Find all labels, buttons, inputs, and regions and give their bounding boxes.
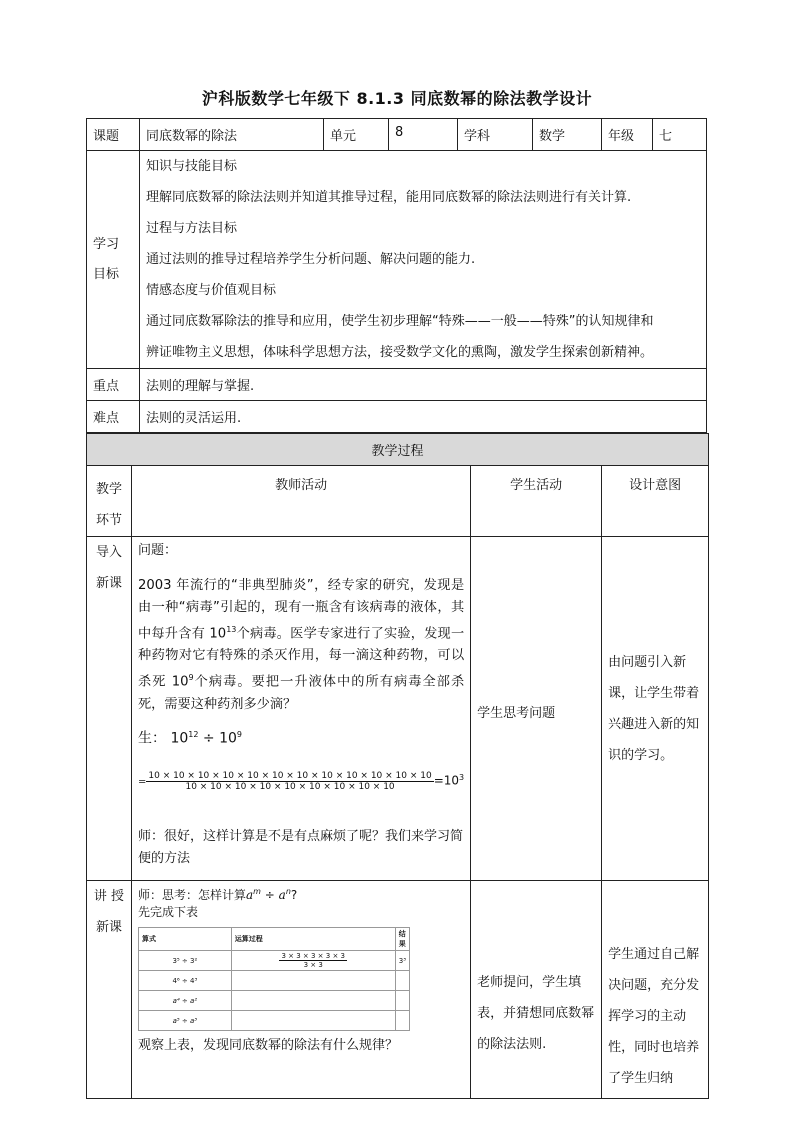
grade-label: 年级 [602, 119, 653, 151]
expr-op: ÷ 10 [198, 730, 237, 747]
mini-header: 结果 [395, 928, 409, 951]
mini-result [395, 971, 409, 991]
subject-value: 数学 [533, 119, 602, 151]
objectives-label-2: 目标 [93, 266, 120, 282]
mini-row [139, 951, 410, 971]
think-a2: a [278, 888, 286, 902]
mini-row [139, 991, 410, 1011]
fraction [146, 771, 433, 792]
mini-expr: a⁵ ÷ a³ [139, 1011, 232, 1031]
objective-line: 理解同底数幂的除法法则并知道其推导过程，能用同底数幂的除法法则进行有关计算. [146, 190, 632, 205]
fraction-eq: = [138, 776, 147, 788]
unit-value: 8 [389, 119, 458, 151]
teach-stage-1: 讲 授 [93, 889, 125, 904]
teach-student: 老师提问，学生填表，并猜想同底数幂的除法法则. [471, 881, 602, 1099]
teach-stage [87, 881, 132, 1099]
intro-stage-1: 导入 [95, 545, 122, 560]
complete-table: 先完成下表 [138, 905, 199, 919]
difficulty-row [87, 401, 707, 433]
objective-line: 辨证唯物主义思想，体味科学思想方法，接受数学文化的熏陶，激发学生探索创新精神。 [146, 345, 654, 360]
col-intent: 设计意图 [602, 466, 709, 537]
think-div: ÷ [260, 888, 279, 902]
student-prefix: 生： [138, 730, 166, 747]
problem-part-3: 个病毒。要把一升液体中的所有病毒全部杀死，需要这种药剂多少滴？ [138, 674, 465, 712]
intro-teacher [132, 537, 471, 881]
mini-expr: a⁴ ÷ a² [139, 991, 232, 1011]
col-stage-2: 环节 [95, 513, 122, 528]
expr-base: 10 [170, 730, 189, 747]
intro-student: 学生思考问题 [471, 537, 602, 881]
teach-intent: 学生通过自己解决问题，充分发挥学习的主动性，同时也培养了学生归纳 [602, 881, 709, 1099]
student-expression [138, 724, 464, 750]
objective-line: 通过同底数幂除法的推导和应用，使学生初步理解“特殊——一般——特殊”的认知规律和 [146, 314, 654, 329]
observe-text: 观察上表，发现同底数幂的除法有什么规律？ [138, 1038, 399, 1053]
mini-process [231, 951, 395, 971]
intro-row [87, 537, 709, 881]
think-q: ? [290, 888, 298, 902]
objective-line: 知识与技能目标 [146, 159, 238, 174]
key-point-value: 法则的理解与掌握. [140, 369, 707, 401]
mini-result [395, 1011, 409, 1031]
mini-result [395, 991, 409, 1011]
mini-table [138, 927, 410, 1031]
objectives-label-1: 学习 [93, 236, 120, 252]
fraction-line [138, 771, 464, 792]
problem-part-1: 2003 年流行的“非典型肺炎”，经专家的研究，发现是由一种“病毒”引起的，现有一瓶含有该病毒的液体，其中每升含有 10 [138, 578, 465, 642]
difficulty-value: 法则的灵活运用. [140, 401, 707, 433]
objectives-content [140, 151, 707, 369]
mini-result: 3³ [395, 951, 409, 971]
intro-intent: 由问题引入新课，让学生带着兴趣进入新的知识的学习。 [602, 537, 709, 881]
mini-den: 3 × 3 [303, 961, 323, 969]
objectives-row [87, 151, 707, 369]
problem-exp-1: 13 [226, 625, 237, 634]
mini-header: 算式 [139, 928, 232, 951]
col-stage-1: 教学 [95, 482, 122, 497]
mini-num: 3 × 3 × 3 × 3 × 3 [281, 952, 345, 960]
subject-label: 学科 [458, 119, 533, 151]
mini-process [231, 991, 395, 1011]
mini-expr: 4⁶ ÷ 4³ [139, 971, 232, 991]
think-line [138, 883, 464, 904]
topic-label: 课题 [87, 119, 140, 151]
teach-stage-2: 新课 [95, 920, 122, 935]
key-point-label: 重点 [87, 369, 140, 401]
intro-stage-2: 新课 [95, 576, 122, 591]
col-student: 学生活动 [471, 466, 602, 537]
question-label: 问题： [138, 543, 178, 558]
think-prefix: 师：思考：怎样计算 [138, 888, 247, 902]
expr-exp-1: 12 [188, 729, 199, 739]
mini-process [231, 1011, 395, 1031]
fraction-numerator: 10 × 10 × 10 × 10 × 10 × 10 × 10 × 10 × 10 × 10 × 10 × 10 [148, 771, 432, 782]
process-header: 教学过程 [87, 434, 709, 466]
col-teacher: 教师活动 [132, 466, 471, 537]
col-stage [87, 466, 132, 537]
fraction-result-exp: 3 [459, 773, 465, 783]
process-table [86, 433, 709, 1099]
mini-expr: 3⁵ ÷ 3² [139, 951, 232, 971]
teacher-remark: 师：很好，这样计算是不是有点麻烦了呢？我们来学习简便的方法 [138, 829, 464, 867]
page-title: 沪科版数学七年级下 8.1.3 同底数幂的除法教学设计 [201, 89, 593, 108]
objective-line: 通过法则的推导过程培养学生分析问题、解决问题的能力. [146, 252, 476, 267]
intro-stage [87, 537, 132, 881]
grade-value: 七 [653, 119, 707, 151]
mini-process [231, 971, 395, 991]
problem-part-2: 个病毒。医学专家进行了实验，发现一种药物对它有特殊的杀灭作用，每一滴这种药物，可以杀死 10 [138, 626, 465, 690]
expr-exp-2: 9 [236, 729, 243, 739]
think-n: n [285, 887, 291, 896]
mini-row [139, 971, 410, 991]
think-m: m [253, 887, 261, 896]
topic-value: 同底数幂的除法 [140, 119, 324, 151]
problem-exp-2: 9 [188, 673, 194, 683]
fraction-denominator: 10 × 10 × 10 × 10 × 10 × 10 × 10 × 10 × 10 [185, 782, 395, 793]
objective-line: 过程与方法目标 [146, 221, 238, 236]
objective-line: 情感态度与价值观目标 [146, 283, 277, 298]
difficulty-label: 难点 [87, 401, 140, 433]
teach-row [87, 881, 709, 1099]
objectives-label [87, 151, 140, 369]
intro-problem [138, 575, 464, 716]
info-table [86, 118, 707, 433]
mini-header: 运算过程 [231, 928, 395, 951]
info-row [87, 119, 707, 151]
unit-label: 单元 [324, 119, 389, 151]
key-point-row [87, 369, 707, 401]
fraction-result: =10 [433, 773, 460, 788]
mini-row [139, 1011, 410, 1031]
teach-teacher [132, 881, 471, 1099]
think-a: a [246, 888, 254, 902]
